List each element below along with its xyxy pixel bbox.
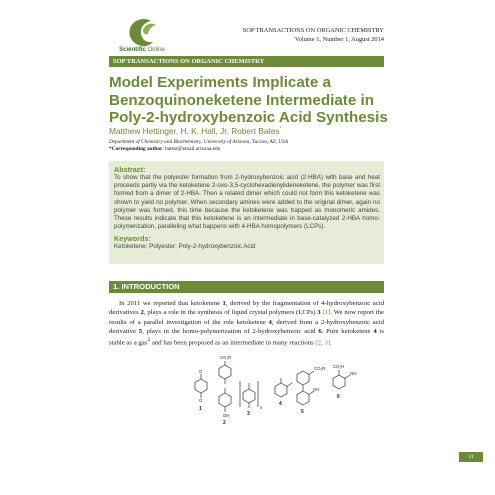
keywords-text: Ketoketene; Polyester; Poly-2-hydroxybenzoic Acid	[114, 243, 256, 251]
logo-leaf-icon	[125, 16, 159, 48]
ring-4	[275, 383, 287, 397]
compound-5-label: 5	[301, 409, 304, 415]
journal-band: SOP TRANSACTIONS ON ORGANIC CHEMISTRY	[109, 56, 384, 67]
page-number: 31	[459, 452, 483, 462]
ring-3	[243, 389, 255, 403]
article-authors: Matthew Hettinger, H. K. Hall, Jr, Robert Bates*	[109, 126, 282, 136]
compound-1-label: 1	[199, 406, 202, 412]
ring-1	[195, 379, 207, 393]
abstract-heading: Abstract:	[114, 165, 146, 174]
corresponding-author: *Corresponding author: batesr@email.arizona.edu	[109, 146, 221, 152]
journal-header	[243, 26, 384, 44]
ring-2b	[219, 393, 231, 407]
label-o-1b: O	[199, 398, 203, 403]
ring-5a	[297, 371, 309, 385]
logo-text: Scientific Online	[119, 47, 165, 53]
citation-link[interactable]: [1]	[322, 309, 331, 317]
section-heading: 1. INTRODUCTION	[109, 281, 384, 293]
label-oh-5: OH	[313, 387, 320, 392]
label-co2r: CO₂R	[220, 355, 232, 360]
journal-volume: Volume 1, Number 1, August 2014	[294, 36, 384, 43]
abstract-text: To show that the polyester formation from 2-hydroxybenzoic acid (2-HBA) with base and heat proceeds partly via the ketoketene 2-oxo-3,5-cyclohexadienylideneketene, the polymer was first formed from a dimer of 2-HBA. Then a related dimer which could not form this ketoketene was shown to yield no polymer. When secondary amines were added to the original dimer, again no polymer was formed, this time because the ketoketene was trapped as monomeric amides. These results indicate that this ketoketene is an intermediate in base-catalyzed 2-HBA homo-polymerization, paralleling what happens with 4-HBA homopolymers (LCPs).	[114, 174, 380, 231]
ring-5b	[297, 391, 309, 405]
ring-6	[333, 375, 345, 389]
reaction-scheme	[185, 353, 365, 427]
citation-link[interactable]: [2, 3]	[315, 339, 331, 347]
affiliation: Department of Chemistry and Biochemistry, University of Arizona, Tucson, AZ, USA	[109, 139, 289, 145]
abstract-box	[109, 161, 384, 264]
ring-2a	[219, 365, 231, 379]
label-n: n	[260, 405, 263, 410]
affiliation-block	[109, 139, 389, 153]
journal-name: SOP TRANSACTIONS ON ORGANIC CHEMISTRY	[242, 27, 384, 34]
label-oh-6: OH	[350, 371, 357, 376]
label-o-1a: O	[199, 369, 203, 374]
compound-4-label: 4	[279, 401, 282, 407]
label-oh-2: OH	[223, 413, 230, 418]
label-co2r-5: CO₂R	[314, 366, 326, 371]
compound-3-label: 3	[247, 411, 250, 417]
label-co2h-6: CO₂H	[333, 364, 345, 369]
article-title: Model Experiments Implicate a Benzoquinoneketene Intermediate in Poly-2-hydroxybenzoic Acid Synthesis	[109, 74, 388, 126]
publisher-logo	[116, 16, 168, 58]
keywords-heading: Keywords:	[114, 234, 151, 244]
compound-2-label: 2	[223, 420, 226, 426]
compound-6-label: 6	[337, 394, 340, 400]
intro-paragraph: In 2011 we reported that ketoketene 1, derived by the fragmentation of 4-hydroxybenzoic acid derivatives 2, plays a role in the synthesis of liquid crystal polymers (LCPs) 3 [1]. We now report the results of a parallel investigation of the role ketoketene 4, derived from a 2-hydroxybenzoic acid derivative 5, plays in the homo-polymerization of 2-hydroxybenzoic acid 6. Pure ketoketene 4 is stable as a gas$^2$ and has been proposed as an intermediate in many reactions [2, 3].	[109, 300, 385, 347]
